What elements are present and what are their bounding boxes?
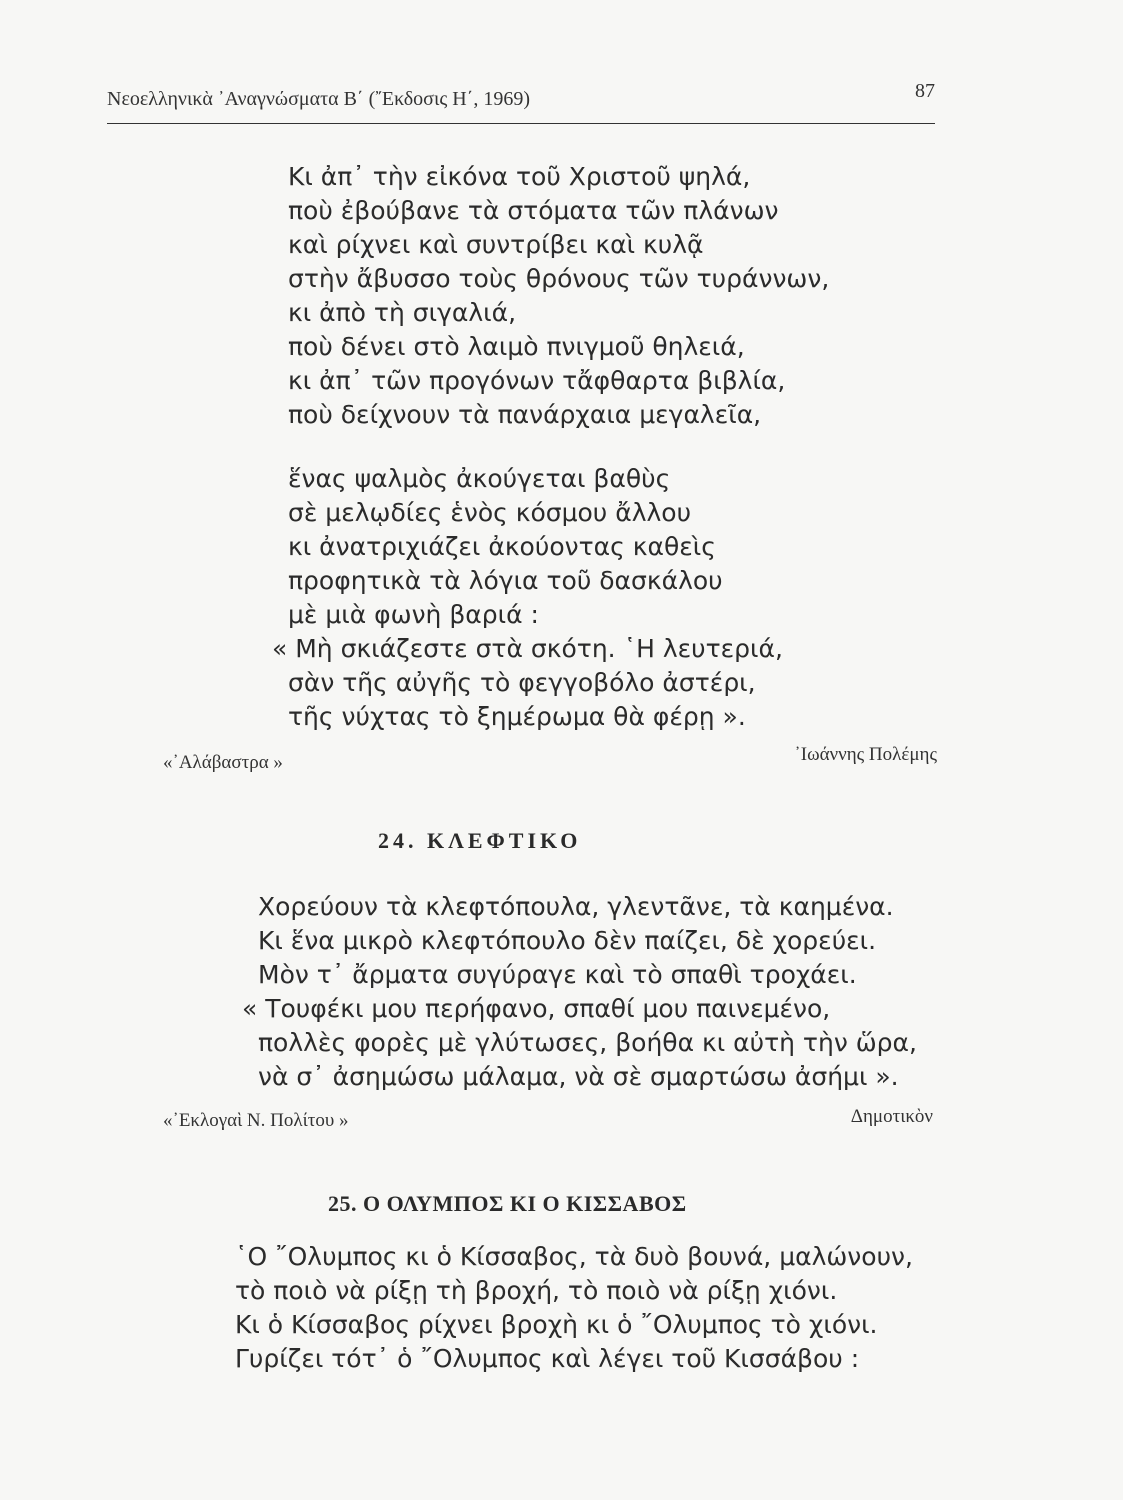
verse-line: « Μὴ σκιάζεστε στὰ σκότη. ῾Η λευτεριά, <box>272 634 783 663</box>
verse-line: ῾Ο ῎Ολυμπος κι ὁ Κίσσαβος, τὰ δυὸ βουνά, μαλώνουν, <box>235 1242 913 1271</box>
poem1-source: «᾿Αλάβαστρα » <box>163 752 283 773</box>
verse-line: καὶ ρίχνει καὶ συντρίβει καὶ κυλᾷ <box>288 230 704 259</box>
verse-line: νὰ σ᾿ ἀσημώσω μάλαμα, νὰ σὲ σμαρτώσω ἀσήμι ». <box>258 1062 899 1091</box>
verse-line: Γυρίζει τότ᾿ ὁ ῎Ολυμπος καὶ λέγει τοῦ Κισσάβου : <box>235 1344 860 1373</box>
poem1-author: ᾿Ιωάννης Πολέμης <box>794 744 937 765</box>
verse-line: κι ἀπὸ τὴ σιγαλιά, <box>288 298 517 327</box>
verse-line: κι ἀνατριχιάζει ἀκούοντας καθεὶς <box>288 532 716 561</box>
verse-line: ποὺ δένει στὸ λαιμὸ πνιγμοῦ θηλειά, <box>288 332 745 361</box>
section-title-25: 25. Ο ΟΛΥΜΠΟΣ ΚΙ Ο ΚΙΣΣΑΒΟΣ <box>328 1191 687 1216</box>
verse-line: στὴν ἄβυσσο τοὺς θρόνους τῶν τυράννων, <box>288 264 830 293</box>
running-header <box>107 80 935 120</box>
verse-line: σὲ μελῳδίες ἑνὸς κόσμου ἄλλου <box>288 498 692 527</box>
verse-line: κι ἀπ᾿ τῶν προγόνων τἄφθαρτα βιβλία, <box>288 366 786 395</box>
verse-line: Κι ὁ Κίσσαβος ρίχνει βροχὴ κι ὁ ῎Ολυμπος τὸ χιόνι. <box>235 1310 878 1339</box>
verse-line: Χορεύουν τὰ κλεφτόπουλα, γλεντᾶνε, τὰ καημένα. <box>258 892 894 921</box>
verse-line: ἕνας ψαλμὸς ἀκούγεται βαθὺς <box>288 464 671 493</box>
kleftiko-poem <box>242 890 917 1094</box>
section-title-24: 24. ΚΛΕΦΤΙΚΟ <box>378 828 582 853</box>
olympos-poem <box>235 1240 913 1376</box>
header-rule <box>107 123 935 124</box>
verse-line: ποὺ δείχνουν τὰ πανάρχαια μεγαλεῖα, <box>288 400 762 429</box>
poem1-stanza2 <box>272 462 783 734</box>
section24-author: Δημοτικὸν <box>850 1106 933 1127</box>
verse-line: προφητικὰ τὰ λόγια τοῦ δασκάλου <box>288 566 723 595</box>
verse-line: μὲ μιὰ φωνὴ βαριά : <box>288 600 539 629</box>
section24-source: «᾿Εκλογαὶ Ν. Πολίτου » <box>163 1110 349 1131</box>
running-title: Νεοελληνικὰ ᾿Αναγνώσματα Β΄ (῎Εκδοσις Η΄, 1969) <box>107 88 531 110</box>
verse-line: σὰν τῆς αὐγῆς τὸ φεγγοβόλο ἀστέρι, <box>288 668 756 697</box>
verse-line: τὸ ποιὸ νὰ ρίξῃ τὴ βροχή, τὸ ποιὸ νὰ ρίξῃ χιόνι. <box>235 1276 838 1305</box>
page-number: 87 <box>915 80 935 102</box>
verse-line: ποὺ ἐβούβανε τὰ στόματα τῶν πλάνων <box>288 196 779 225</box>
verse-line: Κι ἕνα μικρὸ κλεφτόπουλο δὲν παίζει, δὲ χορεύει. <box>258 926 877 955</box>
verse-line: « Τουφέκι μου περήφανο, σπαθί μου παινεμένο, <box>242 994 831 1023</box>
poem1-stanza1 <box>288 160 829 432</box>
verse-line: τῆς νύχτας τὸ ξημέρωμα θὰ φέρῃ ». <box>288 702 746 731</box>
verse-line: πολλὲς φορὲς μὲ γλύτωσες, βοήθα κι αὐτὴ τὴν ὥρα, <box>258 1028 917 1057</box>
verse-line: Κι ἀπ᾿ τὴν εἰκόνα τοῦ Χριστοῦ ψηλά, <box>288 162 751 191</box>
verse-line: Μὸν τ᾿ ἄρματα συγύραγε καὶ τὸ σπαθὶ τροχάει. <box>258 960 857 989</box>
